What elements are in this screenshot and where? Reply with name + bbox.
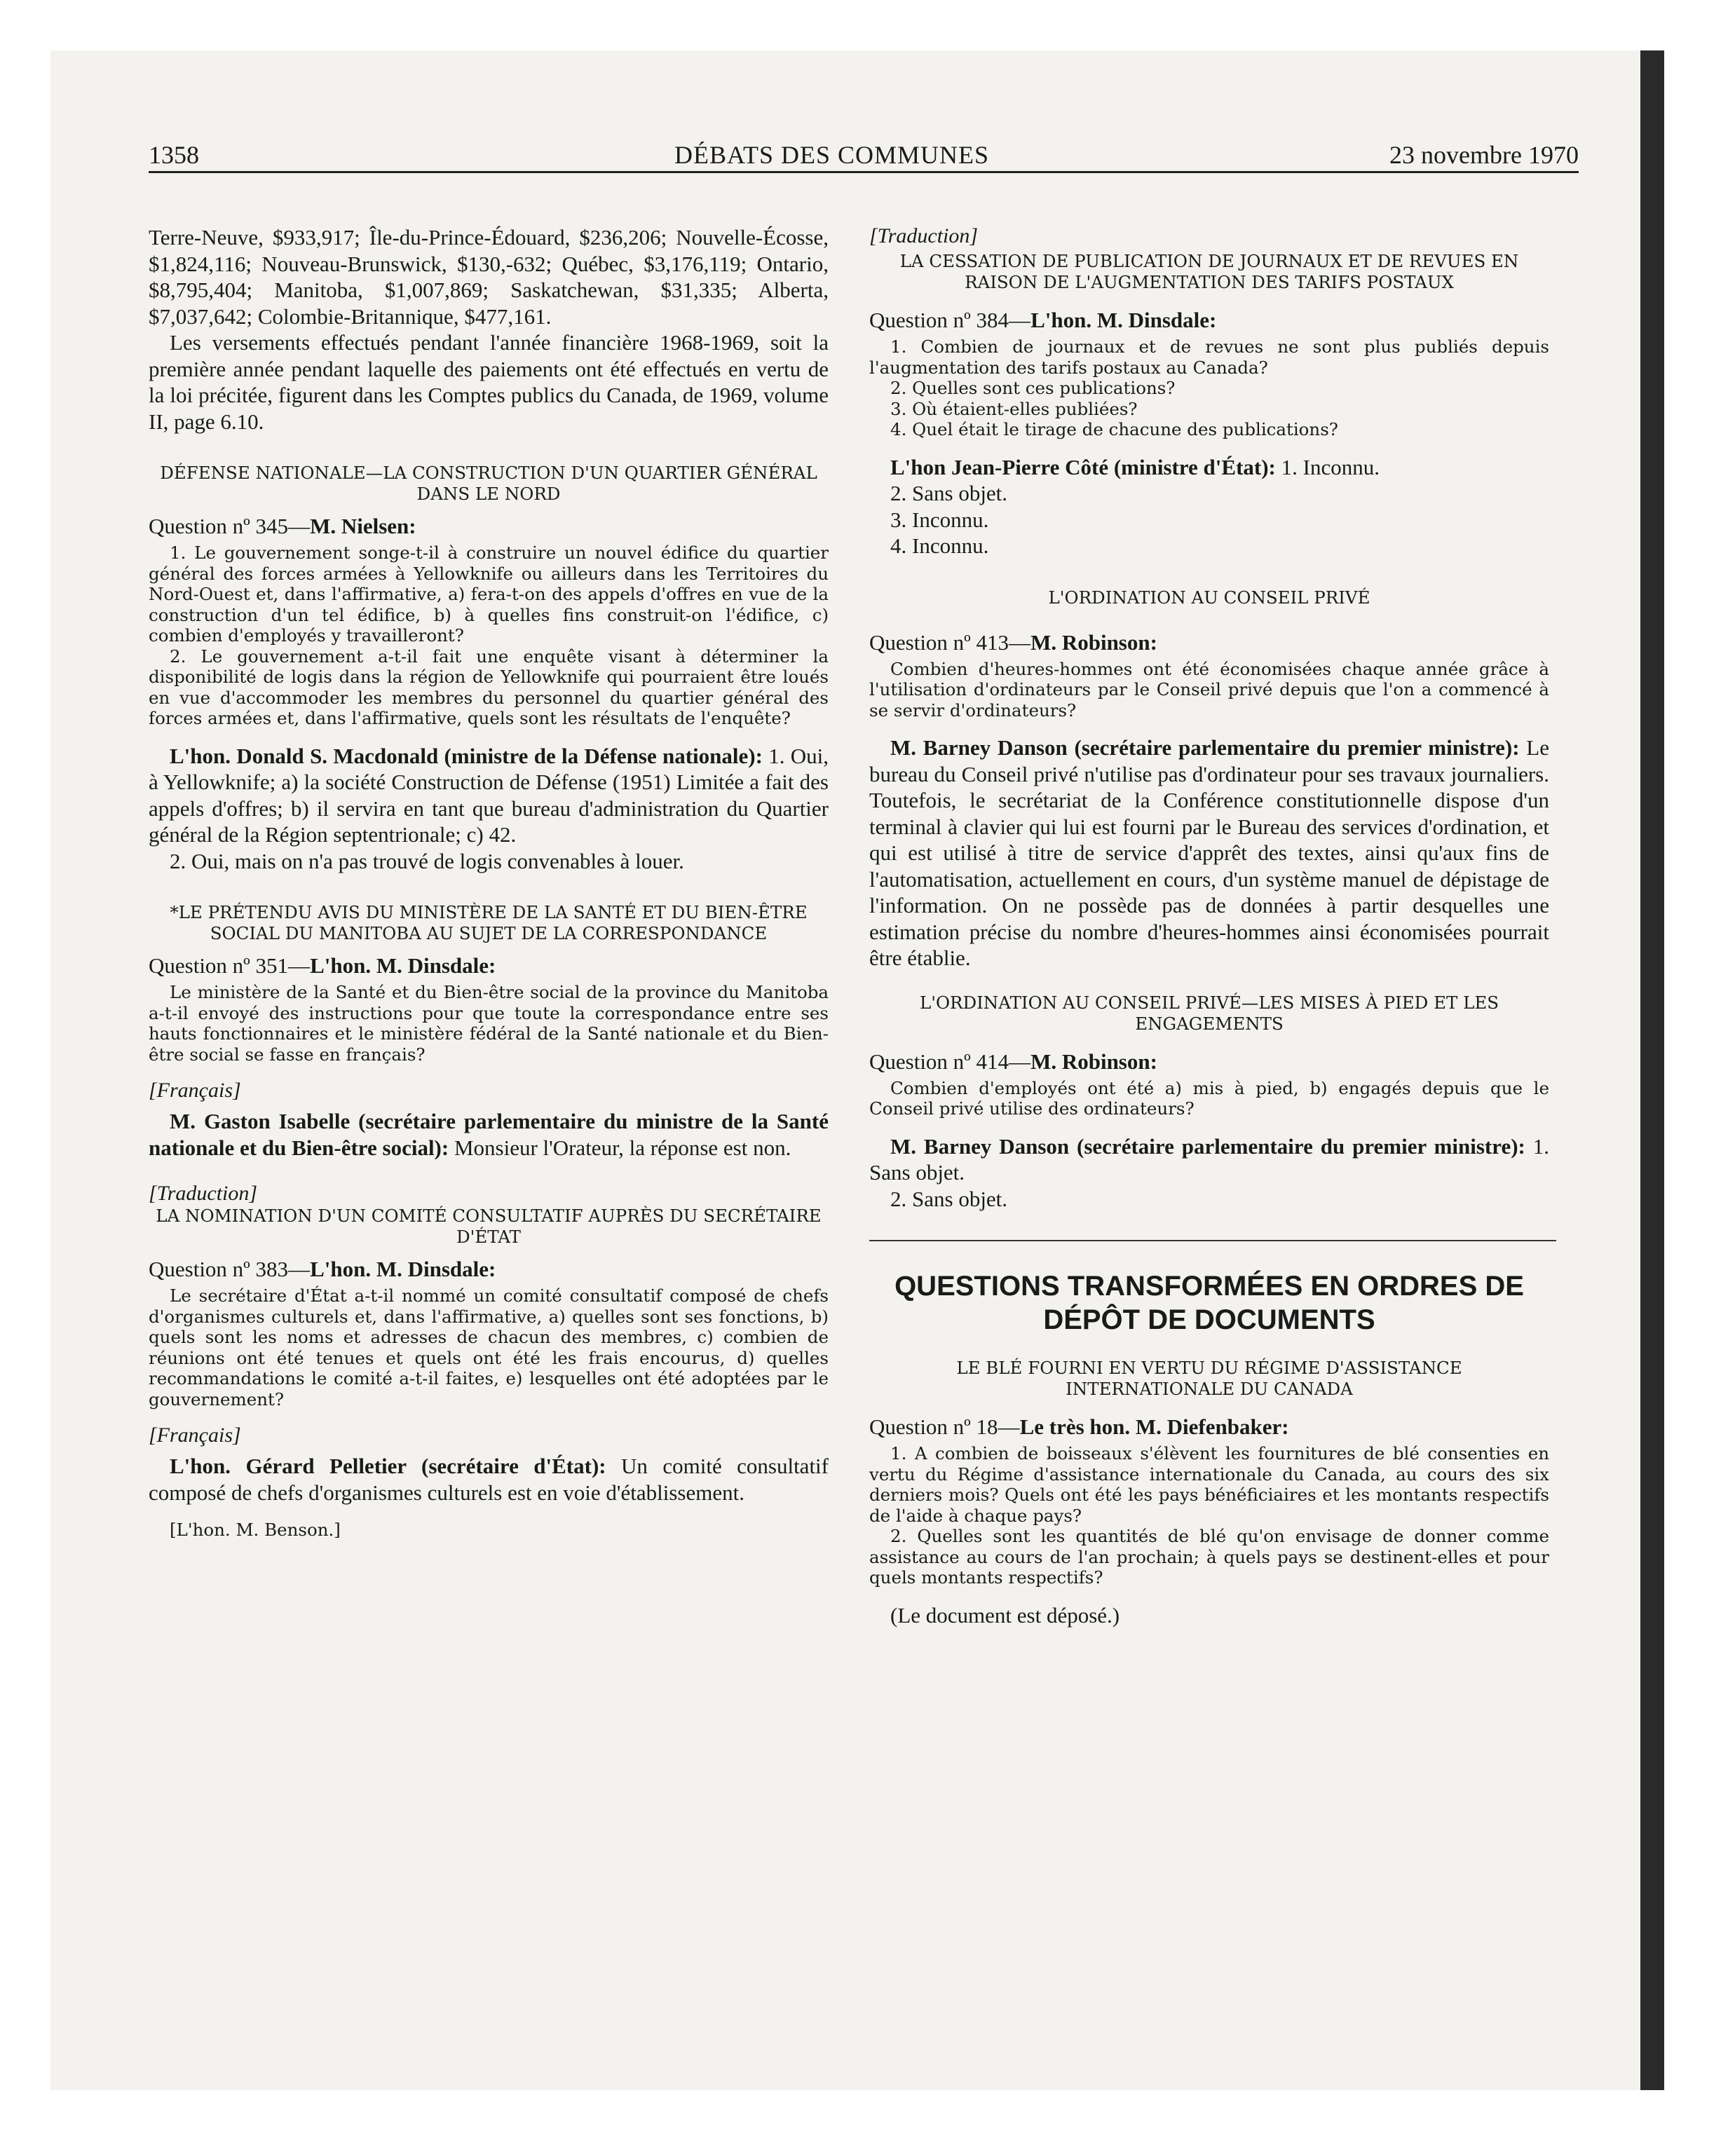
paragraph: Les versements effectués pendant l'année financière 1968-1969, soit la première année pendant laquelle des paiements ont été effectués en vertu de la loi précitée, figurent dans les Comptes publics du Canada, de 1969, volume II, page 6.10. [149,330,829,434]
section-heading: *LE PRÉTENDU AVIS DU MINISTÈRE DE LA SANTÉ ET DU BIEN-ÊTRE SOCIAL DU MANITOBA AU SUJET DE LA CORRESPONDANCE [170,902,808,943]
question-asker: L'hon. M. Dinsdale: [1030,308,1217,332]
question-text: 2. Quelles sont ces publications? [890,378,1176,398]
language-marker: [Traduction] [869,224,979,247]
question-line [149,953,829,979]
question-number: Question nº 384— [869,308,1031,332]
answer-speaker: M. Gaston Isabelle (secrétaire parlementaire du ministre de la Santé nationale et du Bien-être social): [149,1109,829,1160]
journal-title: DÉBATS DES COMMUNES [674,141,990,169]
answer-speaker: L'hon. Gérard Pelletier (secrétaire d'État): [170,1454,606,1478]
section-heading: L'ORDINATION AU CONSEIL PRIVÉ [1048,587,1370,608]
question-text: Combien d'heures-hommes ont été économisées chaque année grâce à l'utilisation d'ordinateurs par le Conseil privé depuis que l'on a commencé à se servir d'ordinateurs? [869,658,1549,721]
answer-text: Monsieur l'Orateur, la réponse est non. [449,1135,791,1160]
question-line [869,1049,1549,1075]
answer [869,1133,1549,1186]
section-heading: LE BLÉ FOURNI EN VERTU DU RÉGIME D'ASSISTANCE INTERNATIONALE DU CANADA [956,1358,1462,1399]
answer [869,735,1549,971]
language-marker: [Français] [149,1079,241,1102]
answer: 2. Sans objet. [890,481,1008,505]
answer [869,454,1549,481]
section-heading: LA CESSATION DE PUBLICATION DE JOURNAUX ET DE REVUES EN RAISON DE L'AUGMENTATION DES TARIFS POSTAUX [899,251,1519,292]
question-asker: M. Robinson: [1030,629,1157,655]
question-text: Le secrétaire d'État a-t-il nommé un comité consultatif composé de chefs d'organismes culturels et, dans l'affirmative, a) quelles sont ses fonctions, b) quels sont les noms et adresses de chacun des membres, c) combien de réunions ont été tenues et quels ont été les frais encourus, d) quelles recommandations le comité a-t-il faites, e) lesquelles ont été adoptées par le gouvernement? [149,1285,829,1410]
paragraph: Terre-Neuve, $933,917; Île-du-Prince-Édouard, $236,206; Nouvelle-Écosse, $1,824,116; Nouveau-Brunswick, $130,-632; Québec, $3,176,119; Ontario, $8,795,404; Manitoba, $1,007,869; Saskatchewan, $31,335; Alberta, $7,037,642; Colombie-Britannique, $477,161. [149,225,829,329]
language-marker: [Français] [149,1424,241,1447]
question-number: Question nº 413— [869,629,1031,655]
question-line [869,629,1549,656]
answer: 3. Inconnu. [890,507,989,532]
section-heading: L'ORDINATION AU CONSEIL PRIVÉ—LES MISES À PIED ET LES ENGAGEMENTS [919,992,1499,1034]
footer-note: [L'hon. M. Benson.] [170,1520,341,1540]
question-line [869,307,1549,334]
language-marker: [Traduction] [149,1182,258,1205]
tabled-note: (Le document est déposé.) [890,1602,1120,1628]
right-column [869,224,1549,1628]
answer-speaker: M. Barney Danson (secrétaire parlementaire du premier ministre): [890,735,1520,760]
question-number: Question nº 345— [149,514,311,538]
question-line [149,1256,829,1283]
question-text: Le ministère de la Santé et du Bien-être social de la province du Manitoba a-t-il envoyé des instructions pour que toute la correspondance entre ses hauts fonctionnaires et le ministère fédéral de la Santé nationale et du Bien-être social se fasse en français? [149,982,829,1065]
answer [149,743,829,848]
answer-speaker: M. Barney Danson (secrétaire parlementaire du premier ministre): [890,1133,1525,1159]
question-text: 1. A combien de boisseaux s'élèvent les fournitures de blé consenties en vertu du Régime d'assistance internationale du Canada, au cours des six derniers mois? Quels ont été les pays bénéficiaires et les montants respectifs de l'aide à chaque pays? [869,1443,1549,1526]
question-asker: M. Nielsen: [310,514,416,538]
question-text: Combien d'employés ont été a) mis à pied, b) engagés depuis que le Conseil privé utilise des ordinateurs? [869,1077,1549,1119]
question-text: 1. Le gouvernement songe-t-il à construire un nouvel édifice du quartier général des forces armées à Yellowknife ou ailleurs dans les Territoires du Nord-Ouest et, dans l'affirmative, a) fera-t-on des appels d'offres en vue de la construction d'un tel édifice, b) à quelles fins construit-on l'édifice, c) combien d'employés y travailleront? [149,543,829,646]
answer-text: 1. Oui, à Yellowknife; a) la société Construction de Défense (1951) Limitée a fait des appels d'offres; b) il servira en tant que bureau d'administration du Quartier général de la Région septentrionale; c) 42. [149,743,829,847]
question-asker: Le très hon. M. Diefenbaker: [1019,1414,1289,1439]
scan-edge [1640,50,1664,2090]
answer-text: 1. Inconnu. [1275,454,1380,479]
question-line [869,1414,1549,1440]
question-text: 2. Le gouvernement a-t-il fait une enquête visant à déterminer la disponibilité de logis dans la région de Yellowknife qui pourraient être loués en vue d'accommoder les membres du personnel du quartier général des forces armées et, dans l'affirmative, quels sont les résultats de l'enquête? [149,646,829,728]
page-date: 23 novembre 1970 [1389,141,1579,169]
question-asker: L'hon. M. Dinsdale: [310,953,496,978]
answer [149,1453,829,1506]
question-text: 3. Où étaient-elles publiées? [890,398,1138,419]
answer-speaker: L'hon Jean-Pierre Côté (ministre d'État): [890,454,1276,479]
answer-text: 1. Sans objet. [869,1133,1549,1185]
question-number: Question nº 383— [149,1257,311,1281]
page-number: 1358 [149,141,199,169]
major-heading: QUESTIONS TRANSFORMÉES EN ORDRES DE DÉPÔT DE DOCUMENTS [894,1271,1524,1335]
answer-speaker: L'hon. Donald S. Macdonald (ministre de la Défense nationale): [170,743,763,768]
header-rule [149,171,1579,173]
question-asker: L'hon. M. Dinsdale: [310,1257,496,1281]
question-text: 4. Quel était le tirage de chacune des publications? [890,419,1338,439]
question-asker: M. Robinson: [1030,1049,1157,1074]
answer: 2. Oui, mais on n'a pas trouvé de logis convenables à louer. [170,848,684,873]
section-heading: LA NOMINATION D'UN COMITÉ CONSULTATIF AUPRÈS DU SECRÉTAIRE D'ÉTAT [156,1206,822,1247]
question-text: 2. Quelles sont les quantités de blé qu'on envisage de donner comme assistance au cours de l'an prochain; à quels pays se destinent-elles et pour quels montants respectifs? [869,1526,1549,1588]
question-number: Question nº 414— [869,1049,1031,1074]
left-column [149,224,829,1541]
answer: 2. Sans objet. [890,1186,1008,1211]
question-number: Question nº 351— [149,953,311,978]
answer-text: Le bureau du Conseil privé n'utilise pas d'ordinateur pour ses travaux journaliers. Toutefois, le secrétariat de la Conférence constitutionnelle dispose d'un terminal à clavier qui lui est fourni par le Bureau des services d'ordination, et qui est utilisé à titre de service d'apprêt des textes, ainsi qu'aux fins de l'automatisation, actuellement en cours, d'un système manuel de dépistage de l'information. On ne possède pas de données à partir desquelles une estimation précise du nombre d'heures-hommes ainsi économisées pourrait être établie. [869,735,1549,970]
answer: 4. Inconnu. [890,533,989,558]
question-text: 1. Combien de journaux et de revues ne sont plus publiés depuis l'augmentation des tarifs postaux au Canada? [869,336,1549,378]
page-header [149,140,1579,174]
question-line [149,513,829,540]
answer [149,1108,829,1161]
section-heading: DÉFENSE NATIONALE—LA CONSTRUCTION D'UN QUARTIER GÉNÉRAL DANS LE NORD [160,463,817,504]
answer-text: Un comité consultatif composé de chefs d'organismes culturels est en voie d'établissement. [149,1454,829,1505]
question-number: Question nº 18— [869,1414,1020,1439]
